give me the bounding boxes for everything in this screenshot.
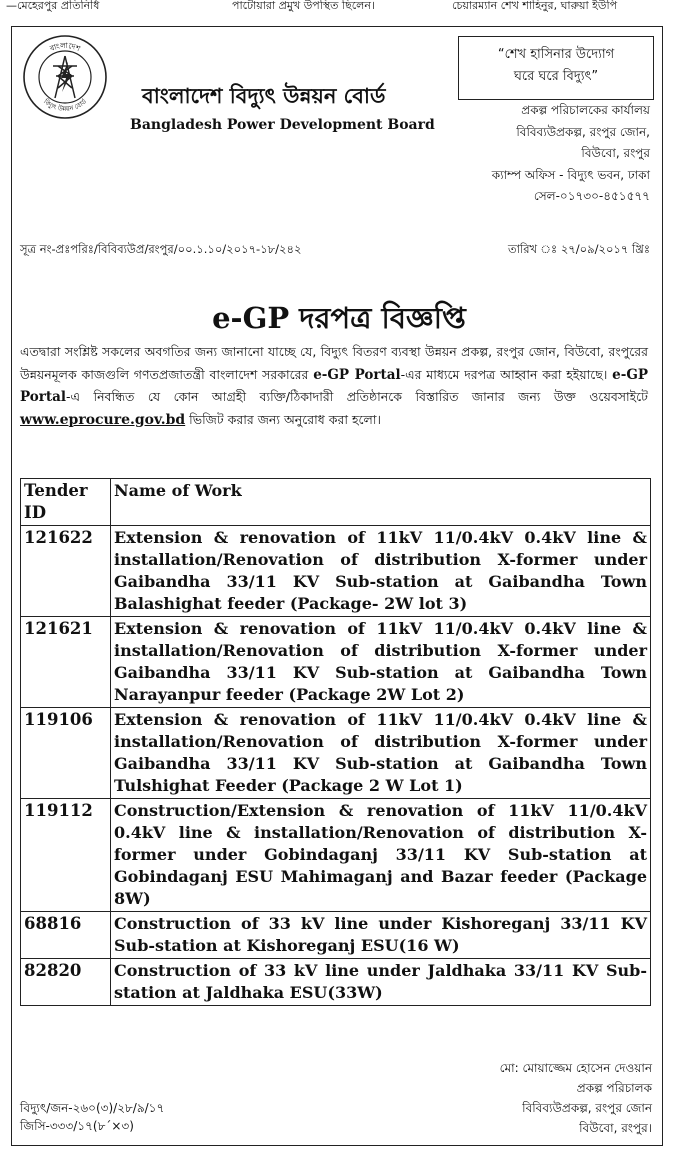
- signatory-name: মো: মোয়াজ্জেম হোসেন দেওয়ান: [499, 1061, 652, 1075]
- work-name-cell: Construction of 33 kV line under Kishoreganj 33/11 KV Sub-station at Kishoreganj ESU(16 W): [111, 912, 651, 959]
- table-row: [21, 526, 651, 617]
- logo-top-text: বাংলাদেশ: [48, 40, 82, 54]
- table-row: [21, 799, 651, 912]
- work-name-cell: Construction of 33 kV line under Jaldhaka 33/11 KV Sub-station at Jaldhaka ESU(33W): [111, 959, 651, 1006]
- notice-body: [20, 341, 648, 431]
- slogan-line-1: “শেখ হাসিনার উদ্যোগ: [497, 47, 615, 62]
- office-address-block: [492, 100, 650, 208]
- tender-id-cell: 82820: [21, 959, 111, 1006]
- table-row: [21, 959, 651, 1006]
- signatory-designation: প্রকল্প পরিচালক: [576, 1081, 652, 1095]
- table-row: [21, 708, 651, 799]
- work-name-cell: Construction/Extension & renovation of 11kV 11/0.4kV 0.4kV line & installation/Renovation of distribution X-former under Gobindaganj 33/11 KV Sub-station at Gobindaganj ESU Mahimaganj and Bazar feeder (Package 8W): [111, 799, 651, 912]
- bpdb-logo-emblem: [22, 34, 108, 120]
- work-name-cell: Extension & renovation of 11kV 11/0.4kV 0.4kV line & installation/Renovation of distribution X-former under Gaibandha 33/11 KV Sub-station at Gaibandha Town Tulshighat Feeder (Package 2 W Lot 1): [111, 708, 651, 799]
- reference-number: সূত্র নং-প্রঃপরিঃ/বিবিব্যউপ্র/রংপুর/০০.১.১০/২০১৭-১৮/২৪২: [20, 242, 302, 256]
- top-strip-center-text: পাটোয়ারা প্রমুখ উপস্থিত ছিলেন।: [232, 0, 375, 12]
- logo-bottom-text: বিদ্যুৎ উন্নয়ন বোর্ড: [41, 97, 89, 114]
- office-line: সেল-০১৭৩০-৪৫১৫৭৭: [533, 189, 650, 203]
- tender-id-cell: 68816: [21, 912, 111, 959]
- newspaper-top-strip: [0, 0, 678, 20]
- publication-code: জিসি-৩৩৩/১৭(৮´×৩): [20, 1119, 134, 1133]
- publication-code: বিদ্যুৎ/জন-২৬০(৩)/২৮/৯/১৭: [20, 1101, 165, 1115]
- office-line: ক্যাম্প অফিস - বিদ্যুৎ ভবন, ঢাকা: [491, 167, 650, 182]
- svg-text:বিদ্যুৎ উন্নয়ন বোর্ড: [41, 97, 89, 113]
- table-row: [21, 617, 651, 708]
- org-name-bengali: বাংলাদেশ বিদ্যুৎ উন্নয়ন বোর্ড: [142, 84, 386, 108]
- office-line: প্রকল্প পরিচালকের কার্যালয়: [521, 103, 650, 117]
- signatory-office: বিবিব্যউপ্রকল্প, রংপুর জোন: [522, 1101, 652, 1115]
- header-name-of-work: Name of Work: [111, 479, 651, 526]
- header-tender-id: Tender ID: [21, 479, 111, 526]
- table-header-row: [21, 479, 651, 526]
- tender-id-cell: 119106: [21, 708, 111, 799]
- notice-title: e-GP দরপত্র বিজ্ঞপ্তি: [212, 301, 466, 335]
- body-text-part: -এ নিবন্ধিত যে কোন আগ্রহী ব্যক্তি/ঠিকাদারী প্রতিষ্ঠানকে বিস্তারিত জানার জন্য উক্ত ওয়েবসাইটে: [66, 389, 648, 404]
- eprocure-website-link[interactable]: www.eprocure.gov.bd: [20, 411, 186, 428]
- tender-id-cell: 121621: [21, 617, 111, 708]
- tender-id-cell: 121622: [21, 526, 111, 617]
- slogan-line-2: ঘরে ঘরে বিদ্যুৎ”: [513, 69, 599, 84]
- body-text-part: এতদ্বারা সংশ্লিষ্ট সকলের অবগতির জন্য জানানো যাচ্ছে যে, বিদ্যুৎ বিতরণ ব্যবস্থা উন্নয়ন প্রকল্প, রংপুর জোন, বিউবো, রংপুরের উন্নয়নমূলক কাজগুলি গণতপ্রজাতন্ত্রী বাংলাদেশ সরকারের: [20, 344, 648, 382]
- notice-date: তারিখ ঃ ২৭/০৯/২০১৭ খ্রিঃ: [507, 242, 650, 256]
- body-text-part: -এর মাধ্যমে দরপত্র আহ্বান করা হইয়াছে।: [400, 366, 613, 382]
- tender-id-cell: 119112: [21, 799, 111, 912]
- office-line: বিউবো, রংপুর: [581, 146, 650, 160]
- egp-portal-label: e-GP Portal: [20, 366, 649, 405]
- top-strip-right-text: চেয়ারম্যান শেখ শাহিনুর, ঘারুয়া ইউপি: [452, 0, 618, 12]
- table-row: [21, 912, 651, 959]
- org-name-english: Bangladesh Power Development Board: [130, 117, 435, 133]
- egp-portal-label: e-GP Portal: [313, 366, 401, 383]
- work-name-cell: Extension & renovation of 11kV 11/0.4kV 0.4kV line & installation/Renovation of distribution X-former under Gaibandha 33/11 KV Sub-station at Gaibandha Town Narayanpur feeder (Package 2W Lot 2): [111, 617, 651, 708]
- signature-block: [500, 1058, 652, 1138]
- body-text-part: ভিজিট করার জন্য অনুরোধ করা হলো।: [185, 411, 381, 427]
- publication-codes: [20, 1099, 164, 1135]
- signatory-location: বিউবো, রংপুর।: [579, 1121, 652, 1135]
- slogan-box: [458, 36, 654, 100]
- work-name-cell: Extension & renovation of 11kV 11/0.4kV 0.4kV line & installation/Renovation of distribution X-former under Gaibandha 33/11 KV Sub-station at Gaibandha Town Balashighat feeder (Package- 2W lot 3): [111, 526, 651, 617]
- tender-table: [20, 478, 651, 1006]
- top-strip-left-text: —মেহেরপুর প্রতিনিধি: [6, 0, 100, 12]
- office-line: বিবিব্যউপ্রকল্প, রংপুর জোন,: [516, 124, 650, 139]
